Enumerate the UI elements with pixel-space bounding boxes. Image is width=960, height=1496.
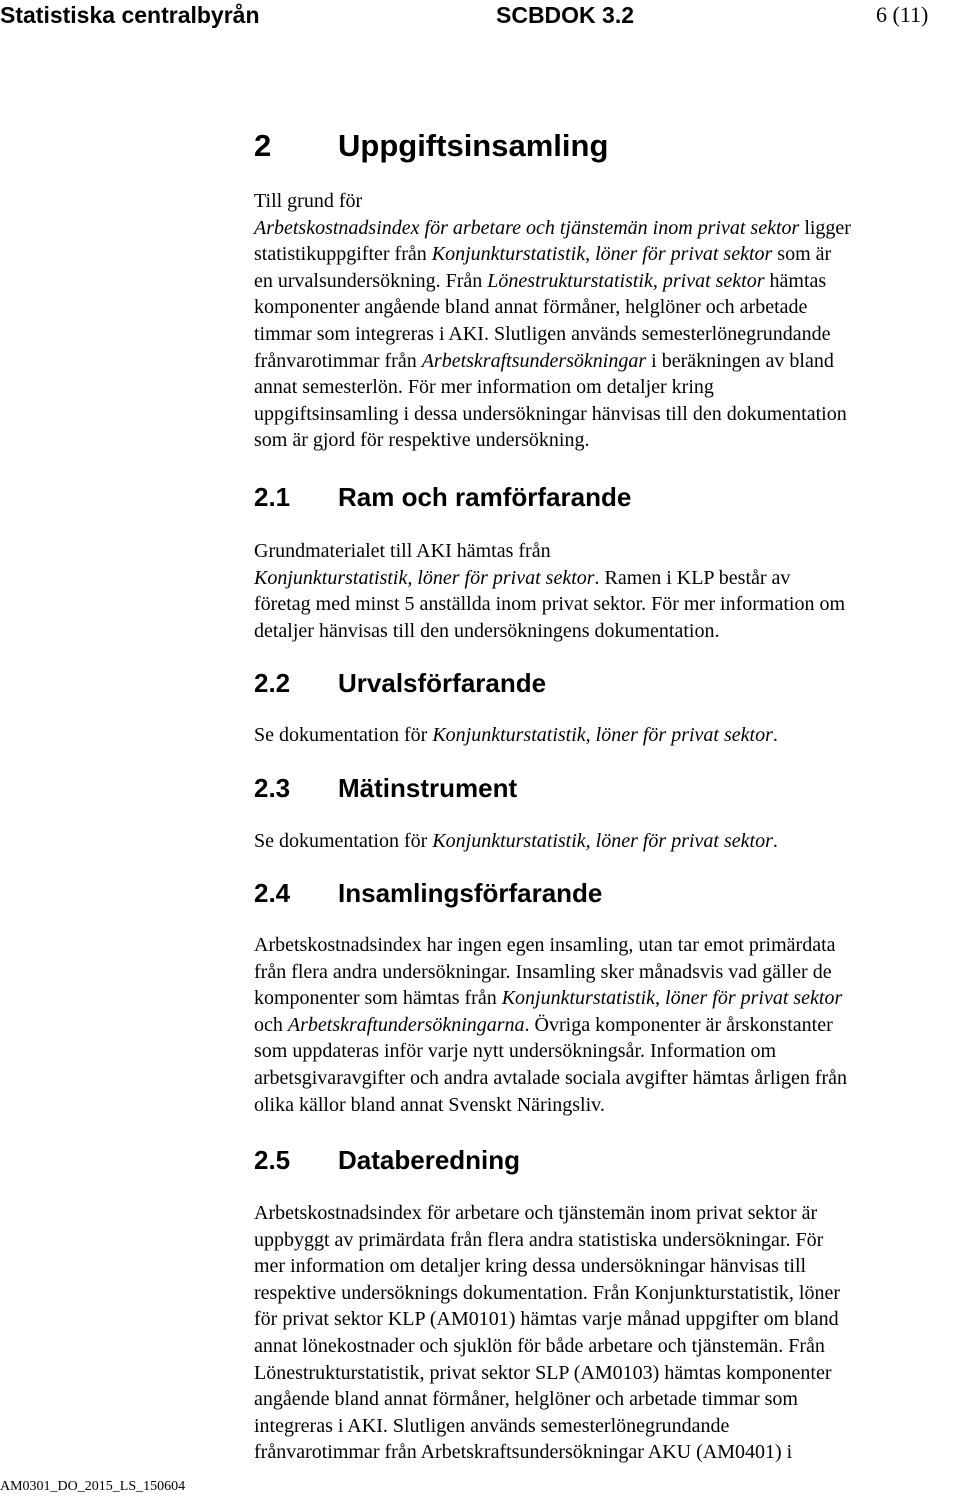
text-span: . Ramen i KLP består av [594, 566, 791, 589]
text-span: frånvarotimmar från [254, 349, 422, 372]
text-span: som är [772, 243, 832, 266]
header-document-id: SCBDOK 3.2 [496, 2, 635, 28]
section-heading-2-1 [254, 480, 631, 514]
italic-title: Konjunkturstatistik, löner för privat sektor [432, 830, 773, 852]
italic-title: Konjunkturstatistik, löner för privat sektor [431, 243, 773, 266]
text-line [254, 828, 954, 855]
text-span: i beräkningen av bland [646, 349, 834, 372]
text-line: Arbetskostnadsindex för arbetare och tjänstemän inom privat sektor är [254, 1202, 818, 1224]
text-span: Se dokumentation för [254, 724, 433, 746]
text-line: integreras i AKI. Slutligen används semesterlönegrundande [254, 1414, 730, 1437]
section-number: 2.5 [254, 1145, 291, 1175]
text-line: Till grund för [254, 190, 363, 212]
chapter-number: 2 [254, 128, 272, 163]
text-span: Se dokumentation för [254, 830, 433, 852]
text-line: arbetsgivaravgifter och andra avtalade sociala avgifter hämtas årligen från [254, 1066, 848, 1089]
text-line: företag med minst 5 anställda inom privat sektor. För mer information om [254, 593, 845, 616]
italic-title: Arbetskostnadsindex för arbetare och tjänstemän inom privat sektor [254, 216, 800, 239]
text-line [254, 985, 954, 1012]
intro-paragraph [254, 188, 954, 454]
text-span: och [254, 1013, 288, 1036]
text-line [254, 722, 954, 749]
footer-document-code: AM0301_DO_2015_LS_150604 [0, 1479, 186, 1494]
text-span: . Övriga komponenter är årskonstanter [524, 1013, 833, 1036]
text-line: respektive undersöknings dokumentation. Från Konjunkturstatistik, löner [254, 1281, 841, 1304]
text-line [254, 241, 954, 268]
text-line [254, 268, 954, 295]
text-line: mer information om detaljer kring dessa undersökningar hänvisas till [254, 1255, 807, 1278]
section-heading-2-4 [254, 876, 602, 910]
section-number: 2.3 [254, 773, 291, 803]
text-line [254, 1012, 954, 1039]
italic-title: Konjunkturstatistik, löner för privat sektor [501, 987, 843, 1010]
text-line: annat lönekostnader och sjuklön för både arbetare och tjänstemän. Från [254, 1334, 825, 1357]
text-line: komponenter angående bland annat förmåner, helglöner och arbetade [254, 296, 808, 319]
text-span: ligger [799, 216, 851, 239]
text-line: uppbyggt av primärdata från flera andra statistiska undersökningar. För [254, 1228, 824, 1251]
text-span: en urvalsundersökning. Från [254, 269, 488, 292]
section-2-5-paragraph [254, 1200, 954, 1466]
text-line: för privat sektor KLP (AM0101) hämtas varje månad uppgifter om bland [254, 1308, 839, 1331]
text-span: statistikuppgifter från [254, 243, 432, 266]
section-title: Ram och ramförfarande [338, 482, 632, 512]
section-title: Insamlingsförfarande [338, 878, 603, 908]
text-line: som är gjord för respektive undersökning. [254, 429, 590, 452]
text-line: som uppdateras inför varje nytt undersökningsår. Information om [254, 1040, 777, 1063]
text-line [254, 565, 954, 592]
section-2-1-paragraph [254, 538, 954, 644]
section-heading-2-5 [254, 1143, 520, 1177]
italic-title: Arbetskraftsundersökningar [421, 349, 647, 372]
text-span: . [772, 830, 778, 852]
italic-title: Lönestrukturstatistik, privat sektor [487, 269, 765, 292]
text-line: detaljer hänvisas till den undersökningens dokumentation. [254, 619, 720, 642]
text-line [254, 215, 954, 242]
italic-title: Arbetskraftundersökningarna [287, 1013, 525, 1036]
section-number: 2.4 [254, 878, 291, 908]
italic-title: Konjunkturstatistik, löner för privat sektor [432, 724, 773, 746]
header-page-number: 6 (11) [876, 2, 929, 27]
text-line: timmar som integreras i AKI. Slutligen används semesterlönegrundande [254, 322, 831, 345]
text-span: . [772, 724, 778, 746]
header-organization: Statistiska centralbyrån [0, 2, 260, 28]
section-2-4-paragraph [254, 932, 954, 1118]
text-line [254, 348, 954, 375]
text-line: Lönestrukturstatistik, privat sektor SLP (AM0103) hämtas komponenter [254, 1361, 832, 1384]
text-span: komponenter som hämtas från [254, 987, 502, 1010]
text-span: hämtas [764, 269, 827, 292]
italic-title: Konjunkturstatistik, löner för privat sektor [254, 566, 595, 589]
text-line: Grundmaterialet till AKI hämtas från [254, 540, 551, 562]
chapter-heading [254, 126, 608, 166]
section-number: 2.2 [254, 668, 291, 698]
text-line: uppgiftsinsamling i dessa undersökningar hänvisas till den dokumentation [254, 402, 847, 425]
text-line: från flera andra undersökningar. Insamling sker månadsvis vad gäller de [254, 960, 832, 983]
text-line: frånvarotimmar från Arbetskraftsundersökningar AKU (AM0401) i [254, 1441, 793, 1464]
text-line: olika källor bland annat Svenskt Näringsliv. [254, 1093, 605, 1116]
section-2-3-paragraph [254, 828, 954, 855]
section-heading-2-2 [254, 666, 546, 700]
section-title: Databeredning [338, 1145, 521, 1175]
section-number: 2.1 [254, 482, 291, 512]
text-line: angående bland annat förmåner, helglöner och arbetade timmar som [254, 1388, 798, 1411]
section-2-2-paragraph [254, 722, 954, 749]
section-title: Mätinstrument [338, 773, 518, 803]
section-heading-2-3 [254, 771, 517, 805]
chapter-title: Uppgiftsinsamling [338, 128, 609, 163]
text-line: annat semesterlön. För mer information om detaljer kring [254, 376, 714, 399]
section-title: Urvalsförfarande [338, 668, 547, 698]
text-line: Arbetskostnadsindex har ingen egen insamling, utan tar emot primärdata [254, 934, 836, 956]
